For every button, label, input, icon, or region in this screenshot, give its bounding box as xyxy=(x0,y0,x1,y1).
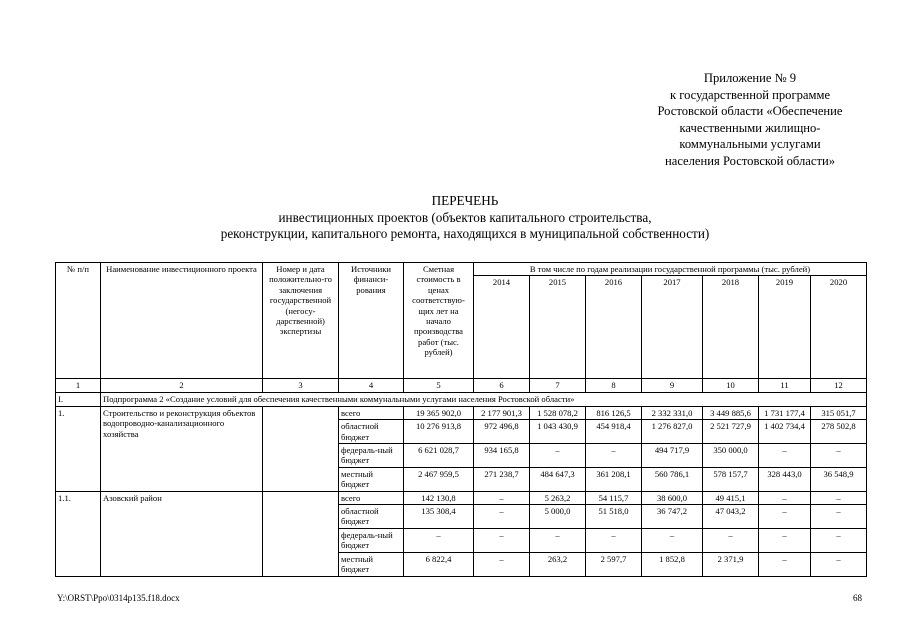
cost-cell: 2 467 959,5 xyxy=(404,467,474,491)
funding-source: федераль-ный бюджет xyxy=(339,444,404,468)
header-row xyxy=(56,263,867,276)
project-num: 1.1. xyxy=(56,491,101,576)
header-cost: Сметная стоимость в ценах соответствую-щих лет на начало производства работ (тыс. рублей) xyxy=(404,263,474,379)
year-value-cell: 350 000,0 xyxy=(703,444,759,468)
column-index: 2 xyxy=(101,379,263,393)
year-value-cell: – xyxy=(759,552,811,576)
cost-cell: 6 621 028,7 xyxy=(404,444,474,468)
table-row xyxy=(56,491,867,504)
header-expertise: Номер и дата положительно-го заключения государственной (негосу-дарственной) экспертизы xyxy=(263,263,339,379)
header-year: 2017 xyxy=(642,276,703,379)
header-sources: Источники финанси-рования xyxy=(339,263,404,379)
year-value-cell: – xyxy=(586,444,642,468)
column-index: 9 xyxy=(642,379,703,393)
year-value-cell: – xyxy=(642,528,703,552)
column-index: 11 xyxy=(759,379,811,393)
column-index-row xyxy=(56,379,867,393)
year-value-cell: 1 528 078,2 xyxy=(530,406,586,419)
year-value-cell: – xyxy=(474,528,530,552)
funding-source: всего xyxy=(339,406,404,419)
section-row xyxy=(56,393,867,406)
header-year: 2019 xyxy=(759,276,811,379)
document-title xyxy=(120,193,810,243)
section-title: Подпрограмма 2 «Создание условий для обеспечения качественными коммунальными услугами населения Ростовской области» xyxy=(101,393,867,406)
title-line: инвестиционных проектов (объектов капитального строительства, xyxy=(278,209,652,225)
year-value-cell: 361 208,1 xyxy=(586,467,642,491)
year-value-cell: – xyxy=(811,528,867,552)
year-value-cell: 1 276 827,0 xyxy=(642,420,703,444)
year-value-cell: 816 126,5 xyxy=(586,406,642,419)
year-value-cell: – xyxy=(759,444,811,468)
column-index: 3 xyxy=(263,379,339,393)
year-value-cell: 2 177 901,3 xyxy=(474,406,530,419)
year-value-cell: – xyxy=(586,528,642,552)
year-value-cell: – xyxy=(759,528,811,552)
header-year: 2015 xyxy=(530,276,586,379)
year-value-cell: 271 238,7 xyxy=(474,467,530,491)
header-num: № п/п xyxy=(56,263,101,379)
cost-cell: 135 308,4 xyxy=(404,505,474,529)
year-value-cell: – xyxy=(811,552,867,576)
year-value-cell: 934 165,8 xyxy=(474,444,530,468)
funding-source: федераль-ный бюджет xyxy=(339,528,404,552)
year-value-cell: 5 000,0 xyxy=(530,505,586,529)
year-value-cell: 1 402 734,4 xyxy=(759,420,811,444)
header-year: 2020 xyxy=(811,276,867,379)
funding-source: всего xyxy=(339,491,404,504)
projects-table xyxy=(55,262,867,577)
column-index: 7 xyxy=(530,379,586,393)
year-value-cell: 263,2 xyxy=(530,552,586,576)
year-value-cell: 578 157,7 xyxy=(703,467,759,491)
appendix-line: Приложение № 9 xyxy=(703,71,797,85)
year-value-cell: – xyxy=(703,528,759,552)
column-index: 12 xyxy=(811,379,867,393)
cost-cell: 6 822,4 xyxy=(404,552,474,576)
year-value-cell: 49 415,1 xyxy=(703,491,759,504)
column-index: 6 xyxy=(474,379,530,393)
year-value-cell: 36 747,2 xyxy=(642,505,703,529)
funding-source: местный бюджет xyxy=(339,552,404,576)
year-value-cell: – xyxy=(759,505,811,529)
year-value-cell: 2 371,9 xyxy=(703,552,759,576)
cost-cell: 19 365 902,0 xyxy=(404,406,474,419)
year-value-cell: 972 496,8 xyxy=(474,420,530,444)
year-value-cell: 328 443,0 xyxy=(759,467,811,491)
appendix-block xyxy=(600,70,900,169)
file-path: Y:\ORST\Ppo\0314p135.f18.docx xyxy=(57,593,180,603)
year-value-cell: 494 717,9 xyxy=(642,444,703,468)
column-index: 1 xyxy=(56,379,101,393)
year-value-cell: – xyxy=(811,491,867,504)
project-name: Азовский район xyxy=(101,491,263,576)
project-expertise xyxy=(263,491,339,576)
year-value-cell: 315 051,7 xyxy=(811,406,867,419)
title-line: реконструкции, капитального ремонта, находящихся в муниципальной собственности) xyxy=(220,226,710,241)
year-value-cell: 54 115,7 xyxy=(586,491,642,504)
title-heading: ПЕРЕЧЕНЬ xyxy=(431,193,499,208)
year-value-cell: 36 548,9 xyxy=(811,467,867,491)
year-value-cell: – xyxy=(474,491,530,504)
year-value-cell: 1 852,8 xyxy=(642,552,703,576)
year-value-cell: – xyxy=(530,444,586,468)
funding-source: областной бюджет xyxy=(339,505,404,529)
appendix-line: коммунальными услугами xyxy=(679,137,821,151)
year-value-cell: – xyxy=(474,552,530,576)
year-value-cell: 2 521 727,9 xyxy=(703,420,759,444)
year-value-cell: 1 043 430,9 xyxy=(530,420,586,444)
project-num: 1. xyxy=(56,406,101,491)
project-expertise xyxy=(263,406,339,491)
year-value-cell: – xyxy=(474,505,530,529)
table-row xyxy=(56,406,867,419)
funding-source: областной бюджет xyxy=(339,420,404,444)
year-value-cell: 38 600,0 xyxy=(642,491,703,504)
header-years-group: В том числе по годам реализации государственной программы (тыс. рублей) xyxy=(474,263,867,276)
year-value-cell: 484 647,3 xyxy=(530,467,586,491)
cost-cell: 10 276 913,8 xyxy=(404,420,474,444)
funding-source: местный бюджет xyxy=(339,467,404,491)
year-value-cell: – xyxy=(759,491,811,504)
column-index: 10 xyxy=(703,379,759,393)
appendix-line: Ростовской области «Обеспечение xyxy=(657,104,843,118)
year-value-cell: – xyxy=(811,444,867,468)
appendix-line: качественными жилищно- xyxy=(679,120,821,135)
column-index: 5 xyxy=(404,379,474,393)
page-number: 68 xyxy=(853,593,862,603)
appendix-line: к государственной программе xyxy=(669,87,831,102)
year-value-cell: 1 731 177,4 xyxy=(759,406,811,419)
year-value-cell: 278 502,8 xyxy=(811,420,867,444)
header-name: Наименование инвестиционного проекта xyxy=(101,263,263,379)
year-value-cell: 47 043,2 xyxy=(703,505,759,529)
year-value-cell: 2 597,7 xyxy=(586,552,642,576)
cost-cell: – xyxy=(404,528,474,552)
project-name: Строительство и реконструкция объектов водопроводно-канализационного хозяйства xyxy=(101,406,263,491)
year-value-cell: 3 449 885,6 xyxy=(703,406,759,419)
cost-cell: 142 130,8 xyxy=(404,491,474,504)
year-value-cell: – xyxy=(530,528,586,552)
year-value-cell: 560 786,1 xyxy=(642,467,703,491)
header-year: 2018 xyxy=(703,276,759,379)
year-value-cell: – xyxy=(811,505,867,529)
column-index: 8 xyxy=(586,379,642,393)
column-index: 4 xyxy=(339,379,404,393)
appendix-line: населения Ростовской области» xyxy=(664,153,835,168)
year-value-cell: 454 918,4 xyxy=(586,420,642,444)
header-year: 2014 xyxy=(474,276,530,379)
section-num: I. xyxy=(56,393,101,406)
projects-body xyxy=(56,406,867,576)
year-value-cell: 5 263,2 xyxy=(530,491,586,504)
header-year: 2016 xyxy=(586,276,642,379)
year-value-cell: 51 518,0 xyxy=(586,505,642,529)
year-value-cell: 2 332 331,0 xyxy=(642,406,703,419)
